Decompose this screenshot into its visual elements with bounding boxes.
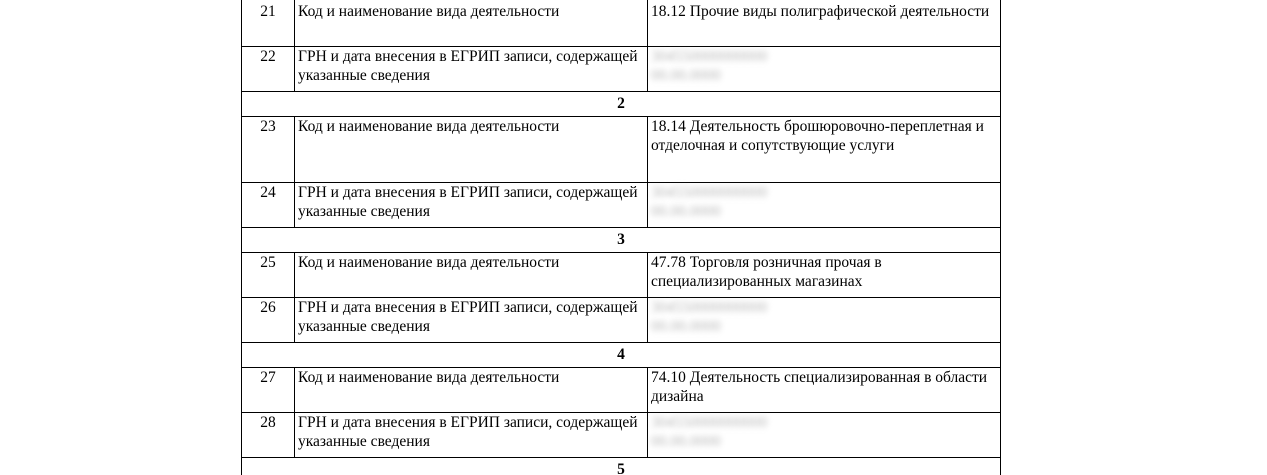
- field-name: Код и наименование вида деятельности: [295, 368, 648, 413]
- field-value: 18.12 Прочие виды полиграфической деятельности: [648, 0, 1001, 47]
- table-row: [242, 413, 1001, 458]
- row-number: 26: [242, 298, 295, 343]
- field-value: 74.10 Деятельность специализированная в области дизайна: [648, 368, 1001, 413]
- field-name: Код и наименование вида деятельности: [295, 0, 648, 47]
- field-name: ГРН и дата внесения в ЕГРИП записи, содержащей указанные сведения: [295, 413, 648, 458]
- field-name: Код и наименование вида деятельности: [295, 253, 648, 298]
- row-number: 27: [242, 368, 295, 413]
- field-value: 47.78 Торговля розничная прочая в специализированных магазинах: [648, 253, 1001, 298]
- table-row: [242, 47, 1001, 92]
- row-number: 21: [242, 0, 295, 47]
- section-header-row: [242, 92, 1001, 117]
- redacted-grn: 304550000000000: [651, 184, 768, 201]
- row-number: 24: [242, 183, 295, 228]
- field-name: Код и наименование вида деятельности: [295, 117, 648, 183]
- row-number: 28: [242, 413, 295, 458]
- section-number: 5: [242, 458, 1001, 475]
- table-row: [242, 368, 1001, 413]
- field-name: ГРН и дата внесения в ЕГРИП записи, содержащей указанные сведения: [295, 183, 648, 228]
- redacted-date: 00.00.0000: [651, 432, 721, 450]
- table-row: [242, 0, 1001, 47]
- redacted-date: 00.00.0000: [651, 66, 721, 84]
- section-number: 4: [242, 343, 1001, 368]
- row-number: 25: [242, 253, 295, 298]
- redacted-grn: 304550000000000: [651, 48, 768, 65]
- section-header-row: [242, 343, 1001, 368]
- field-value-redacted: [648, 183, 1001, 228]
- section-number: 3: [242, 228, 1001, 253]
- table-row: [242, 298, 1001, 343]
- field-name: ГРН и дата внесения в ЕГРИП записи, содержащей указанные сведения: [295, 298, 648, 343]
- section-header-row: [242, 458, 1001, 475]
- row-number: 23: [242, 117, 295, 183]
- egrip-activities-table: [241, 0, 1001, 475]
- field-name: ГРН и дата внесения в ЕГРИП записи, содержащей указанные сведения: [295, 47, 648, 92]
- field-value-redacted: [648, 47, 1001, 92]
- section-number: 2: [242, 92, 1001, 117]
- table-row: [242, 253, 1001, 298]
- redacted-date: 00.00.0000: [651, 202, 721, 220]
- row-number: 22: [242, 47, 295, 92]
- field-value-redacted: [648, 298, 1001, 343]
- redacted-grn: 304550000000000: [651, 414, 768, 431]
- field-value: 18.14 Деятельность брошюровочно-переплетная и отделочная и сопутствующие услуги: [648, 117, 1001, 183]
- field-value-redacted: [648, 413, 1001, 458]
- redacted-grn: 304550000000000: [651, 299, 768, 316]
- section-header-row: [242, 228, 1001, 253]
- table-row: [242, 183, 1001, 228]
- table-row: [242, 117, 1001, 183]
- redacted-date: 00.00.0000: [651, 317, 721, 335]
